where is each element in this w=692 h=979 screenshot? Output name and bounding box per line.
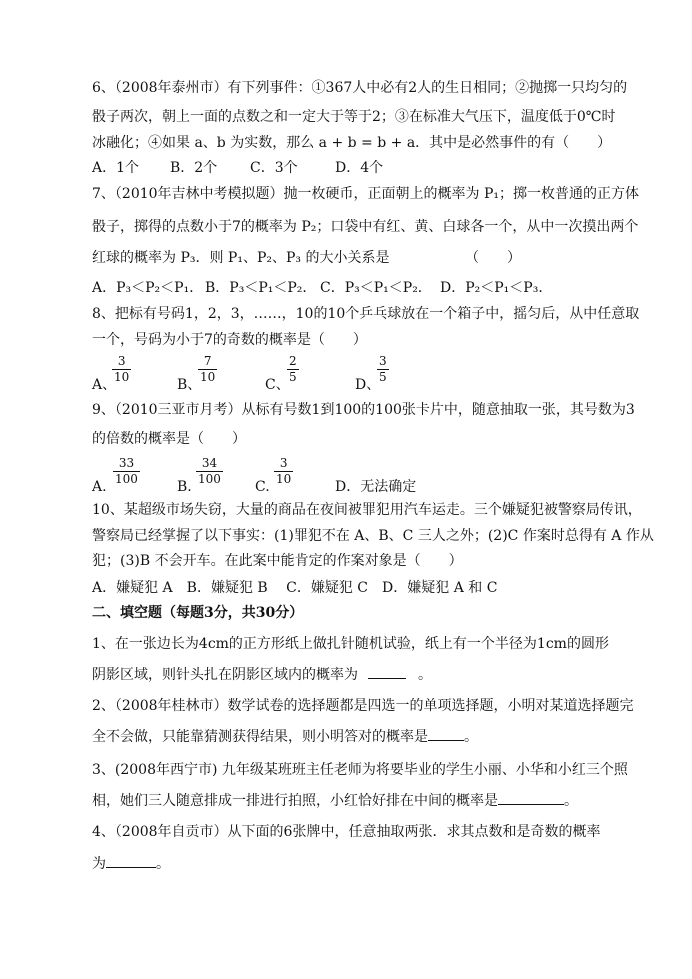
numerator: 33	[118, 456, 135, 470]
f3-line-2-end: 。	[564, 793, 578, 809]
q6-line-2: 骰子两次，朝上一面的点数之和一定大于等于2；③在标准大气压下，温度低于0℃时	[92, 109, 616, 125]
f2-line-2	[92, 726, 478, 747]
q8-option-d-label: D、	[355, 377, 381, 393]
q10-line-1: 10、某超级市场失窃，大量的商品在夜间被罪犯用汽车运走。三个嫌疑犯被警察局传讯，	[92, 502, 642, 518]
q9-option-a-fraction	[113, 457, 140, 486]
f4-line-2-end: 。	[156, 856, 170, 872]
section-heading-fill-in: 二、填空题（每题3分，共30分）	[92, 605, 304, 621]
q6-line-3: 冰融化；④如果 a、b 为实数，那么 a + b = b + a．其中是必然事件的有（ ）	[92, 135, 612, 151]
q8-option-c-fraction	[287, 355, 299, 384]
numerator: 3	[117, 354, 126, 368]
q6-line-1: 6、（2008年泰州市）有下列事件：①367人中必有2人的生日相同；②抛掷一只均匀的	[92, 80, 628, 96]
q6-option-d: D．4个	[335, 160, 384, 176]
q6-option-c: C．3个	[250, 160, 298, 176]
f1-line-2-text: 阴影区域，则针头扎在阴影区域内的概率为	[92, 667, 358, 683]
f4-line-2	[92, 853, 170, 874]
q6-option-a: A．1个	[92, 160, 140, 176]
denominator: 100	[198, 472, 221, 486]
f1-line-2-end: 。	[418, 667, 432, 683]
denominator: 10	[200, 370, 216, 384]
denominator: 10	[114, 370, 130, 384]
denominator: 5	[379, 370, 387, 384]
q7-line-3: 红球的概率为 P₃．则 P₁、P₂、P₃ 的大小关系是	[92, 250, 390, 266]
q9-option-c-fraction	[274, 457, 293, 486]
numerator: 7	[203, 354, 212, 368]
q7-option-b: B．P₃＜P₁＜P₂．	[205, 280, 317, 296]
denominator: 5	[289, 370, 297, 384]
q8-option-b-label: B、	[177, 377, 202, 393]
q7-answer-paren: （ ）	[465, 250, 521, 266]
q10-options: A．嫌疑犯 A B．嫌疑犯 B C．嫌疑犯 C D．嫌疑犯 A 和 C	[92, 580, 498, 596]
f2-line-1: 2、（2008年桂林市）数学试卷的选择题都是四选一的单项选择题，小明对某道选择题完	[92, 698, 634, 714]
f2-line-2-text: 全不会做，只能靠猜测获得结果，则小明答对的概率是	[92, 729, 428, 745]
answer-blank[interactable]	[428, 726, 464, 741]
q8-option-a-label: A、	[92, 377, 117, 393]
q9-option-a-label: A.	[92, 479, 107, 495]
q7-line-2: 骰子，掷得的点数小于7的概率为 P₂；口袋中有红、黄、白球各一个，从中一次摸出两个	[92, 219, 639, 235]
numerator: 3	[279, 456, 288, 470]
q8-option-b-fraction	[198, 355, 217, 384]
q7-line-1: 7、（2010年吉林中考模拟题）抛一枚硬币，正面朝上的概率为 P₁；掷一枚普通的正方体	[92, 186, 640, 202]
f4-line-1: 4、（2008年自贡市）从下面的6张牌中，任意抽取两张．求其点数和是奇数的概率	[92, 824, 601, 840]
q7-option-c: C．P₃＜P₁＜P₂．	[320, 280, 432, 296]
q10-line-3: 犯；(3)B 不会开车。在此案中能肯定的作案对象是（ ）	[92, 553, 463, 569]
q9-line-2: 的倍数的概率是（ ）	[92, 431, 246, 447]
q7-option-d: D．P₂＜P₁＜P₃．	[440, 280, 553, 296]
q10-line-2: 警察局已经掌握了以下事实：(1)罪犯不在 A、B、C 三人之外；(2)C 作案时总得有 A 作从	[92, 528, 654, 544]
denominator: 100	[115, 472, 138, 486]
denominator: 10	[276, 472, 292, 486]
q8-option-a-fraction	[112, 355, 131, 384]
f1-line-2	[92, 664, 432, 685]
f3-line-2-text: 相，她们三人随意排成一排进行拍照，小红恰好排在中间的概率是	[92, 793, 498, 809]
f3-line-2	[92, 790, 578, 811]
numerator: 2	[289, 354, 297, 368]
q9-option-b-label: B.	[177, 479, 192, 495]
q7-option-a: A．P₃＜P₂＜P₁．	[92, 280, 204, 296]
q8-option-c-label: C、	[265, 377, 290, 393]
answer-blank[interactable]	[106, 853, 156, 868]
answer-blank[interactable]	[368, 664, 406, 679]
numerator: 34	[201, 456, 218, 470]
q8-line-1: 8、把标有号码1，2，3，……，10的10个乒乓球放在一个箱子中，摇匀后，从中任意取	[92, 306, 640, 322]
f3-line-1: 3、(2008年西宁市) 九年级某班班主任老师为将要毕业的学生小丽、小华和小红三个照	[92, 762, 628, 778]
numerator: 3	[379, 354, 387, 368]
f2-line-2-end: 。	[464, 729, 478, 745]
q8-line-2: 一个，号码为小于7的奇数的概率是（ ）	[92, 332, 367, 348]
q8-option-d-fraction	[377, 355, 389, 384]
q9-line-1: 9、（2010三亚市月考）从标有号数1到100的100张卡片中，随意抽取一张，其号数为3	[92, 402, 635, 418]
q9-option-d: D．无法确定	[335, 479, 417, 495]
q6-option-b: B．2个	[170, 160, 218, 176]
f4-line-2-text: 为	[92, 856, 106, 872]
q9-option-b-fraction	[196, 457, 223, 486]
answer-blank[interactable]	[498, 790, 564, 805]
f1-line-1: 1、在一张边长为4cm的正方形纸上做扎针随机试验，纸上有一个半径为1cm的圆形	[92, 636, 609, 652]
q9-option-c-label: C.	[255, 479, 270, 495]
